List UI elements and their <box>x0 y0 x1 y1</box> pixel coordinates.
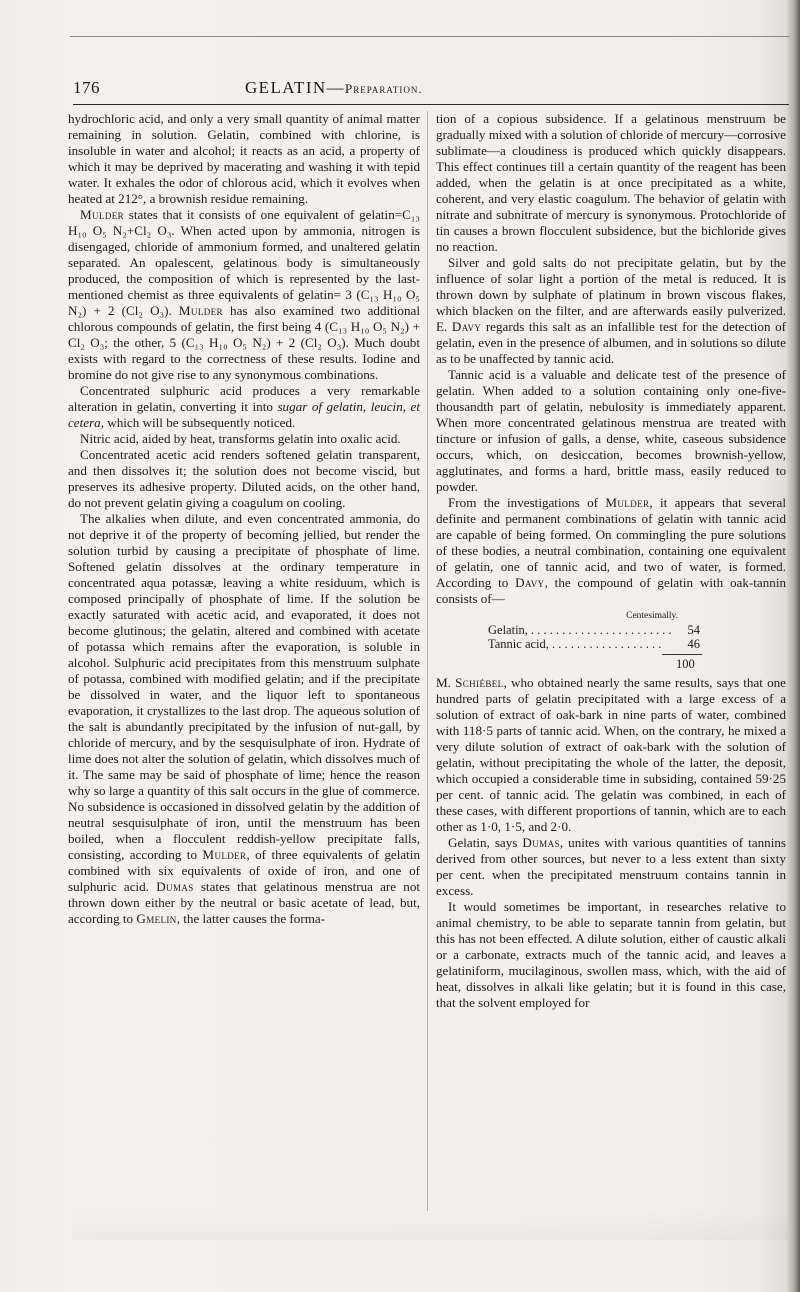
author-name: Mulder <box>80 207 125 222</box>
table-total <box>436 657 786 671</box>
row-leader: . . . . . . . . . . . . . . . . . . <box>548 637 662 651</box>
paragraph: hydrochloric acid, and only a very small quantity of animal matter remaining in solution. Gelatin, combined with chlorine, is insoluble in water and alcohol; it reacts as an acid, a property of which it may be deprived by macerating and washing it with tepid water. It exhales the odor of chlorous acid, which it evolves when heated at 212°, a brownish residue remaining. <box>68 111 420 206</box>
text-run: which will be subsequently noticed. <box>104 415 296 430</box>
column-divider <box>427 111 428 1211</box>
text-run: , it appears that several definite and permanent combinations of gelatin with tannic acid are capable of being formed. On commingling the pure solutions of these bodies, a neutral combination, containing one equivalent of gelatin, one of tannic acid, and two of water, is formed. According to <box>436 495 786 590</box>
text-run: Silver and gold salts do not precipitate gelatin, but by the influence of solar light a portion of the metal is reduced. It is thrown down by sulphate of platinum in brown viscous flakes, which blacken on the filter, and are afterwards easily pulverized. E. <box>436 255 786 334</box>
page-header <box>73 78 789 102</box>
paragraph: Concentrated acetic acid renders softened gelatin transparent, and then dissolves it; the solution does not become viscid, but preserves its adhesive property. Diluted acids, on the other hand, do not prevent gelatin giving a coagulum on cooling. <box>68 447 420 510</box>
paragraph <box>436 835 786 899</box>
table-header: Centesimally. <box>626 611 678 621</box>
author-name: Mulder <box>202 847 247 862</box>
paragraph: Nitric acid, aided by heat, transforms gelatin into oxalic acid. <box>80 431 401 446</box>
author-name: Mulder <box>178 303 223 318</box>
author-name: Mulder <box>605 495 650 510</box>
running-title-sub: Preparation. <box>344 81 423 96</box>
text-run: M. <box>436 675 456 690</box>
paragraph <box>68 207 420 383</box>
italic-term: sugar of gelatin, leucin, et cetera, <box>68 399 421 430</box>
table-row <box>436 637 786 651</box>
text-run: Concentrated sulphuric acid produces a very remarkable alteration in gelatin, converting it into <box>68 383 420 414</box>
running-title-main: GELATIN <box>245 78 327 97</box>
table-row-label <box>488 623 672 637</box>
row-name: Tannic acid, <box>488 637 549 651</box>
text-run: , of three equivalents of gelatin combined with six equivalents of oxide of iron, and one of sulphuric acid. <box>68 847 420 894</box>
text-run: The alkalies when dilute, and even concentrated ammonia, do not deprive it of the property of becoming jellied, but render the solution turbid by causing a precipitate of phosphate of lime. Softened gelatin dissolves at the ordinary temperature in concentrated aqua potassæ, leaving a white residuum, which is composed principally of phosphate of lime. If the solution be exactly saturated with acetic acid, and evaporated, it does not become glutinous; the gelatin, altered and combined with acetate of potassa which remains after the evaporation, is soluble in alcohol. Sulphuric acid precipitates from this menstruum sulphate of potassa, combined with modified gelatin; and if the precipitate be dissolved in water, and the liquor left to spontaneous evaporation, it crystallizes to the last drop. The aqueous solution of the salt is abundantly precipitated by the infusion of nut-gall, by chloride of mercury, and by the sesquisulphate of iron. Hydrate of lime does not alter the solution of gelatin, which dissolves much of it. The same may be said of phosphate of lime; hence the reason why so large a quantity of this salt occurs in the glue of commerce. No subsidence is occasioned in dissolved gelatin by the addition of neutral sesquisulphate of iron, until the menstruum has been boiled, when a flocculent reddish-yellow precipitate falls, consisting, according to <box>68 511 420 862</box>
row-leader: . . . . . . . . . . . . . . . . . . . . . . . <box>527 623 672 637</box>
table-row-label <box>488 637 661 651</box>
text-run: states that it consists of one equivalent of gelatin=C₁₃ H₁₀ O₅ N₂+Cl₂ O₃. When acted upon by ammonia, nitrogen is disengaged, chloride of ammonium formed, and unaltered gelatin separated. An opalescent, gelatinous body is simultaneously produced, the composition of which is represented by the last-mentioned chemist as three equivalents of gelatin= 3 (C₁₃ H₁₀ O₅ N₂) + 2 (Cl₂ O₃). <box>68 207 420 318</box>
table-row-value: 46 <box>687 637 700 651</box>
author-name: Dumas <box>156 879 194 894</box>
paragraph: It would sometimes be important, in researches relative to animal chemistry, to be able to separate tannin from gelatin, but this has not been effected. A dilute solution, either of caustic alkali or a carbonate, extracts much of the tannic acid, and leaves a gelatiniform, mucilaginous, swollen mass, which, with the aid of heat, dissolves in alkali like gelatin; but it is found in this case, that the solvent employed for <box>436 899 786 1010</box>
table-row-value: 54 <box>687 623 700 637</box>
right-column <box>436 111 786 1011</box>
paragraph: Tannic acid is a valuable and delicate test of the presence of gelatin. When added to a solution containing only one-five-thousandth part of gelatin, nebulosity is immediately apparent. When more concentrated gelatinous menstrua are treated with tincture or infusion of galls, a dense, white, caseous subsidence occurs, which, on desiccation, becomes brownish-yellow, agglutinates, and forms a hard, brittle mass, easily reduced to powder. <box>436 367 786 494</box>
text-run: Gelatin, says <box>448 835 523 850</box>
text-run: From the investigations of <box>448 495 606 510</box>
table-row <box>436 623 786 637</box>
page-shading <box>72 1210 788 1240</box>
page-binding-edge <box>786 0 800 1292</box>
table-total-value: 100 <box>676 657 695 671</box>
header-rule <box>73 104 789 105</box>
paragraph <box>436 675 786 835</box>
running-title-dash: — <box>326 78 345 97</box>
sum-rule <box>662 654 702 655</box>
text-run: has also examined two additional chlorous compounds of gelatin, the first being 4 (C₁₃ H₁₀ O₅ N₂) + Cl₂ O₃; the other, 5 (C₁₃ H₁₀ O₅ N₂) + 2 (Cl₂ O₃). Much doubt exists with regard to the correctness of these results. Iodine and bromine do not give rise to any synonymous combinations. <box>68 303 420 382</box>
text-run: , the latter causes the forma- <box>176 911 326 926</box>
author-name: Schiébel <box>455 675 504 690</box>
paragraph <box>436 495 786 607</box>
paragraph: tion of a copious subsidence. If a gelatinous menstruum be gradually mixed with a solution of chloride of mercury—corrosive sublimate—a cloudiness is produced which quickly disappears. This effect continues till a certain quantity of the reagent has been added, when the gelatin is at once precipitated as a white, coherent, and very elastic coagulum. The behavior of gelatin with nitrate and subnitrate of mercury is synonymous. Protochloride of tin causes a brown flocculent subsidence, but the bichloride gives no reaction. <box>436 111 786 254</box>
text-run: , who obtained nearly the same results, says that one hundred parts of gelatin precipitated with a large excess of a solution of extract of oak-bark in nine parts of water, combined with 118·5 parts of tannic acid. When, on the contrary, he mixed a very dilute solution of extract of oak-bark with the solution of gelatin, without precipitating the whole of the latter, the deposit, which occupied a considerable time in subsiding, contained 59·25 per cent. of tannic acid. The gelatin was combined, in each of these cases, with different proportions of tannin, which are to each other as 1·0, 1·5, and 2·0. <box>436 675 786 834</box>
author-name: Dumas <box>522 835 560 850</box>
row-name: Gelatin, <box>488 623 528 637</box>
page-number: 176 <box>73 78 100 97</box>
author-name: Davy <box>451 319 482 334</box>
paragraph <box>68 511 420 927</box>
text-run: regards this salt as an infallible test for the detection of gelatin, even in the presence of albumen, and in solutions so dilute as to be unaffected by tannic acid. <box>436 319 786 366</box>
text-run: , the compound of gelatin with oak-tannin consists of— <box>436 575 787 606</box>
top-rule <box>70 36 790 37</box>
composition-table <box>436 609 786 671</box>
text-run: states that gelatinous menstrua are not thrown down either by the neutral or basic acetate of lead, but, according to <box>68 879 421 926</box>
paragraph <box>68 383 420 431</box>
paragraph <box>436 255 786 367</box>
left-column <box>68 111 420 927</box>
text-run: , unites with various quantities of tannins derived from other sources, but never to a less extent than sixty per cent. when the precipitated menstruum contains tannin in excess. <box>436 835 786 898</box>
author-name: Davy <box>515 575 545 590</box>
running-title <box>245 78 423 98</box>
author-name: Gmelin <box>136 911 177 926</box>
